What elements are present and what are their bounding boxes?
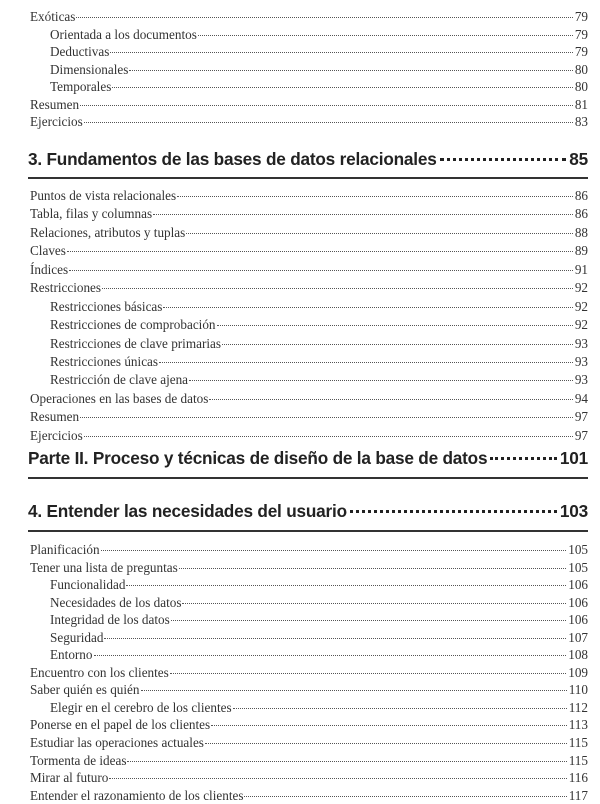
entry-page-number: 97 <box>574 427 588 443</box>
entry-label: Funcionalidad <box>50 577 126 593</box>
toc-entry[interactable] <box>30 541 588 559</box>
dot-leader <box>217 325 573 326</box>
toc-entry[interactable] <box>30 787 588 804</box>
toc-subentry[interactable] <box>30 26 588 44</box>
toc-entry[interactable] <box>30 681 588 699</box>
entry-label: Mirar al futuro <box>30 770 109 786</box>
dot-leader <box>179 568 566 569</box>
entry-label: Ponerse en el papel de los clientes <box>30 717 211 733</box>
entry-label: Tener una lista de preguntas <box>30 559 178 575</box>
toc-entry[interactable] <box>30 752 588 770</box>
dot-leader <box>109 778 566 779</box>
dot-leader <box>101 550 567 551</box>
entry-page-number: 86 <box>574 188 588 203</box>
toc-subentry[interactable] <box>30 61 588 79</box>
dot-leader <box>233 708 567 709</box>
entry-page-number: 88 <box>574 224 588 240</box>
entry-page-number: 79 <box>574 26 588 42</box>
entry-label: Restricciones básicas <box>50 298 163 314</box>
toc-entry[interactable] <box>30 664 588 682</box>
entry-label: Elegir en el cerebro de los clientes <box>50 699 232 715</box>
toc-subentry[interactable] <box>30 316 588 334</box>
dot-leader <box>84 122 573 123</box>
dot-leader <box>94 655 567 656</box>
entry-label: Necesidades de los datos <box>50 594 182 610</box>
entry-page-number: 97 <box>574 409 588 425</box>
entry-page-number: 113 <box>568 717 588 733</box>
entry-label: Puntos de vista relacionales <box>30 188 177 203</box>
toc-entry[interactable] <box>30 734 588 752</box>
entry-label: Ejercicios <box>30 114 83 129</box>
dot-leader <box>69 270 573 271</box>
toc-subentry[interactable] <box>30 576 588 594</box>
toc-subentry[interactable] <box>30 371 588 389</box>
dot-leader <box>198 35 573 36</box>
dot-leader <box>163 307 572 308</box>
dot-leader <box>127 761 566 762</box>
entry-label: Estudiar las operaciones actuales <box>30 735 204 751</box>
entry-page-number: 106 <box>568 577 588 593</box>
toc-entry[interactable] <box>30 408 588 426</box>
toc-entry-list <box>30 541 588 804</box>
toc-subentry[interactable] <box>30 594 588 612</box>
dot-leader <box>76 17 572 18</box>
entry-page-number: 107 <box>568 629 588 645</box>
entry-page-number: 79 <box>574 9 588 24</box>
entry-page-number: 115 <box>568 752 588 768</box>
entry-label: Tabla, filas y columnas <box>30 206 153 222</box>
toc-entry[interactable] <box>30 769 588 787</box>
entry-page-number: 116 <box>568 770 588 786</box>
toc-entry-list <box>30 187 588 445</box>
toc-entry[interactable] <box>30 187 588 205</box>
entry-label: Planificación <box>30 542 100 557</box>
entry-page-number: 92 <box>574 298 588 314</box>
dot-leader <box>84 436 573 437</box>
heading-page-number: 103 <box>559 501 588 521</box>
chapter-heading[interactable] <box>28 149 588 170</box>
toc-subentry[interactable] <box>30 646 588 664</box>
toc-subentry[interactable] <box>30 335 588 353</box>
dot-leader <box>153 214 573 215</box>
entry-label: Restricciones únicas <box>50 353 159 369</box>
toc-entry[interactable] <box>30 242 588 260</box>
chapter-heading[interactable] <box>28 448 588 469</box>
entry-page-number: 80 <box>574 79 588 94</box>
heading-label: 4. Entender las necesidades del usuario <box>28 501 347 521</box>
heading-label: Parte II. Proceso y técnicas de diseño de la base de datos <box>28 448 488 468</box>
entry-label: Índices <box>30 261 69 277</box>
toc-entry[interactable] <box>30 390 588 408</box>
toc-entry[interactable] <box>30 113 588 131</box>
dot-leader <box>205 743 567 744</box>
entry-label: Seguridad <box>50 629 104 645</box>
entry-page-number: 115 <box>568 735 588 751</box>
dot-leader <box>490 457 557 460</box>
entry-label: Integridad de los datos <box>50 612 170 628</box>
entry-page-number: 112 <box>568 699 588 715</box>
dot-leader <box>186 233 573 234</box>
entry-label: Tormenta de ideas <box>30 752 127 768</box>
dot-leader <box>222 344 573 345</box>
entry-page-number: 92 <box>574 317 588 333</box>
entry-page-number: 91 <box>574 261 588 277</box>
toc-entry[interactable] <box>30 559 588 577</box>
entry-label: Entorno <box>50 647 93 663</box>
entry-label: Relaciones, atributos y tuplas <box>30 224 186 240</box>
toc-entry[interactable] <box>30 261 588 279</box>
dot-leader <box>159 362 573 363</box>
entry-page-number: 106 <box>568 594 588 610</box>
toc-subentry[interactable] <box>30 78 588 96</box>
entry-label: Entender el razonamiento de los clientes <box>30 787 244 803</box>
dot-leader <box>141 690 567 691</box>
toc-subentry[interactable] <box>30 611 588 629</box>
entry-label: Restricción de clave ajena <box>50 372 189 388</box>
entry-label: Encuentro con los clientes <box>30 664 169 680</box>
entry-page-number: 93 <box>574 335 588 351</box>
entry-page-number: 117 <box>568 787 588 803</box>
entry-page-number: 89 <box>574 243 588 259</box>
heading-divider <box>28 530 588 532</box>
toc-subentry[interactable] <box>30 43 588 61</box>
dot-leader <box>170 673 566 674</box>
heading-divider <box>28 477 588 479</box>
entry-label: Exóticas <box>30 9 76 24</box>
entry-page-number: 105 <box>568 542 588 557</box>
entry-page-number: 110 <box>568 682 588 698</box>
entry-label: Restricciones <box>30 280 102 296</box>
entry-page-number: 83 <box>574 114 588 129</box>
heading-page-number: 101 <box>559 448 588 468</box>
entry-label: Deductivas <box>50 44 110 59</box>
dot-leader <box>182 603 566 604</box>
entry-label: Saber quién es quién <box>30 682 140 698</box>
entry-label: Temporales <box>50 79 112 94</box>
entry-page-number: 109 <box>568 664 588 680</box>
dot-leader <box>110 52 572 53</box>
dot-leader <box>129 70 572 71</box>
dot-leader <box>350 510 557 513</box>
entry-label: Restricciones de clave primarias <box>50 335 221 351</box>
dot-leader <box>126 585 566 586</box>
entry-label: Restricciones de comprobación <box>50 317 216 333</box>
toc-subentry[interactable] <box>30 353 588 371</box>
toc-subentry[interactable] <box>30 298 588 316</box>
dot-leader <box>177 196 573 197</box>
entry-label: Resumen <box>30 96 80 112</box>
entry-label: Orientada a los documentos <box>50 26 197 42</box>
entry-page-number: 106 <box>568 612 588 628</box>
dot-leader <box>80 417 573 418</box>
entry-page-number: 81 <box>574 96 588 112</box>
dot-leader <box>112 87 572 88</box>
entry-label: Dimensionales <box>50 61 129 77</box>
entry-page-number: 86 <box>574 206 588 222</box>
toc-entry[interactable] <box>30 427 588 445</box>
toc-subentry[interactable] <box>30 629 588 647</box>
entry-page-number: 80 <box>574 61 588 77</box>
entry-page-number: 94 <box>574 390 588 406</box>
chapter-heading[interactable] <box>28 501 588 522</box>
dot-leader <box>67 251 573 252</box>
heading-page-number: 85 <box>569 149 588 169</box>
dot-leader <box>211 725 567 726</box>
entry-label: Claves <box>30 243 66 259</box>
dot-leader <box>440 158 567 161</box>
entry-page-number: 108 <box>568 647 588 663</box>
dot-leader <box>171 620 566 621</box>
entry-page-number: 93 <box>574 353 588 369</box>
entry-page-number: 79 <box>574 44 588 59</box>
entry-page-number: 92 <box>574 280 588 296</box>
toc-entry[interactable] <box>30 224 588 242</box>
toc-subentry[interactable] <box>30 699 588 717</box>
dot-leader <box>209 399 572 400</box>
dot-leader <box>102 288 573 289</box>
heading-divider <box>28 177 588 179</box>
dot-leader <box>244 796 566 797</box>
entry-page-number: 93 <box>574 372 588 388</box>
dot-leader <box>104 638 566 639</box>
entry-page-number: 105 <box>568 559 588 575</box>
dot-leader <box>189 380 573 381</box>
dot-leader <box>80 105 573 106</box>
toc-entry[interactable] <box>30 96 588 114</box>
entry-label: Resumen <box>30 409 80 425</box>
toc-entry-list <box>30 8 588 131</box>
toc-entry[interactable] <box>30 279 588 297</box>
entry-label: Operaciones en las bases de datos <box>30 390 209 406</box>
entry-label: Ejercicios <box>30 427 83 443</box>
toc-entry[interactable] <box>30 8 588 26</box>
toc-entry[interactable] <box>30 716 588 734</box>
toc-entry[interactable] <box>30 205 588 223</box>
heading-label: 3. Fundamentos de las bases de datos relacionales <box>28 149 437 169</box>
